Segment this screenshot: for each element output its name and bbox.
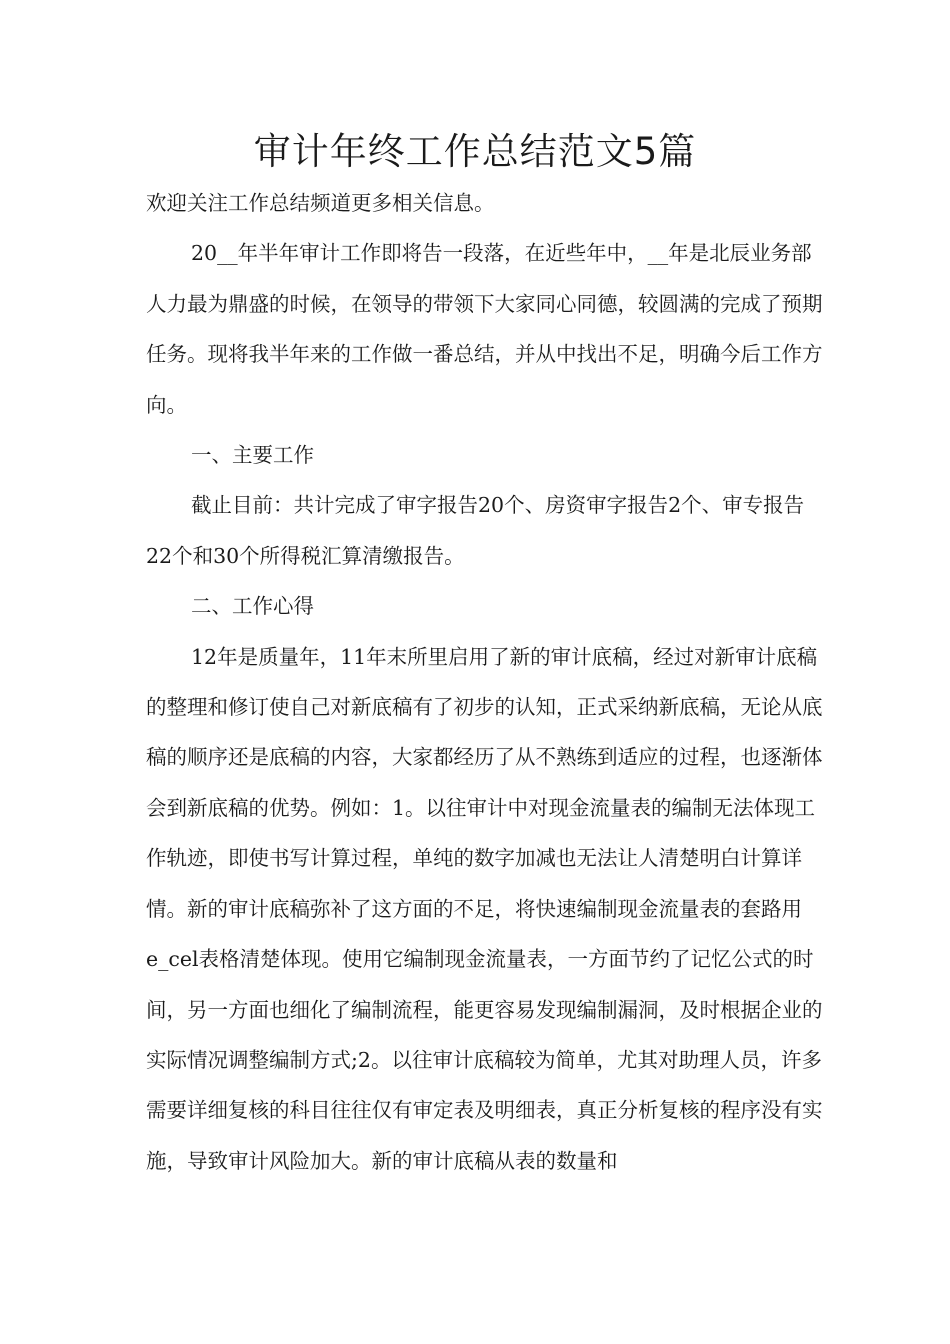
document-title: 审计年终工作总结范文5篇 bbox=[253, 130, 697, 173]
section-heading-main-work: 一、主要工作 bbox=[191, 443, 314, 468]
paragraph-summary: 20__年半年审计工作即将告一段落，在近些年中，__年是北辰业务部人力最为鼎盛的时候，在领导的带领下大家同心同德，较圆满的完成了预期任务。现将我半年来的工作做一番总结，并从中找出不足，明确今后工作方向。 bbox=[146, 241, 823, 417]
paragraph-experience: 12年是质量年，11年末所里启用了新的审计底稿，经过对新审计底稿的整理和修订使自己对新底稿有了初步的认知，正式采纳新底稿，无论从底稿的顺序还是底稿的内容，大家都经历了从不熟练到适应的过程，也逐渐体会到新底稿的优势。例如：1。以往审计中对现金流量表的编制无法体现工作轨迹，即使书写计算过程，单纯的数字加减也无法让人清楚明白计算详情。新的审计底稿弥补了这方面的不足，将快速编制现金流量表的套路用e_cel表格清楚体现。使用它编制现金流量表，一方面节约了记忆公式的时间，另一方面也细化了编制流程，能更容易发现编制漏洞，及时根据企业的实际情况调整编制方式;2。以往审计底稿较为简单，尤其对助理人员，许多需要详细复核的科目往往仅有审定表及明细表，真正分析复核的程序没有实施，导致审计风险加大。新的审计底稿从表的数量和 bbox=[146, 644, 823, 1173]
section-heading-experience: 二、工作心得 bbox=[191, 594, 314, 619]
paragraph-main-work: 截止目前：共计完成了审字报告20个、房资审字报告2个、审专报告22个和30个所得税汇算清缴报告。 bbox=[146, 493, 805, 568]
intro-paragraph: 欢迎关注工作总结频道更多相关信息。 bbox=[146, 191, 495, 215]
document-body bbox=[146, 178, 826, 1186]
